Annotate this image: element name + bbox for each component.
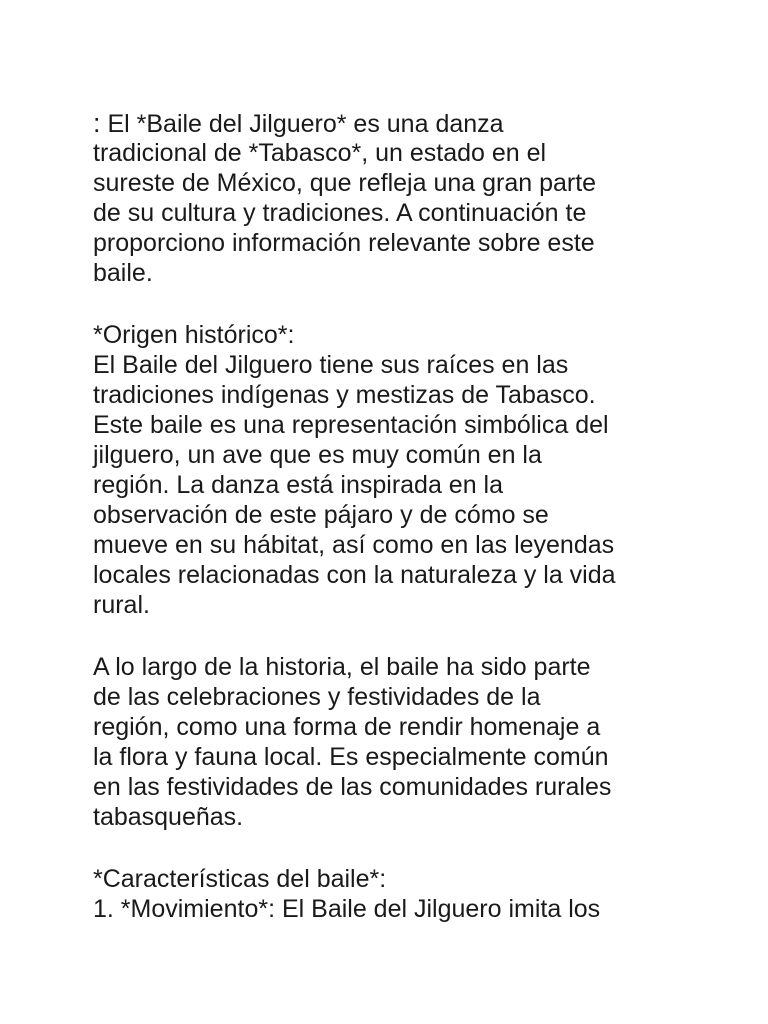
document-body <box>93 108 693 924</box>
origin-line: rural. <box>93 591 150 619</box>
features-line: 1. *Movimiento*: El Baile del Jilguero imita los <box>93 895 601 923</box>
intro-line-1 <box>93 108 693 138</box>
intro-line: baile. <box>93 259 153 287</box>
origin-line: Este baile es una representación simbólica del <box>93 411 609 439</box>
history-line: en las festividades de las comunidades rurales <box>93 773 612 801</box>
features-heading: *Características del baile*: <box>93 865 387 893</box>
paragraph-spacer <box>93 832 693 864</box>
history-line: la flora y fauna local. Es especialmente común <box>93 743 609 771</box>
paragraph-spacer <box>93 620 693 652</box>
origin-line: observación de este pájaro y de cómo se <box>93 501 549 529</box>
paragraph-spacer <box>93 288 693 320</box>
history-line: región, como una forma de rendir homenaje a <box>93 713 601 741</box>
origin-line: mueve en su hábitat, así como en las leyendas <box>93 531 615 559</box>
history-line: de las celebraciones y festividades de la <box>93 683 541 711</box>
origin-line: jilguero, un ave que es muy común en la <box>93 441 542 469</box>
intro-line-text: El *Baile del Jilguero* es una danza <box>100 110 504 138</box>
intro-line: proporciono información relevante sobre este <box>93 229 595 257</box>
origin-line: región. La danza está inspirada en la <box>93 471 504 499</box>
intro-line: de su cultura y tradiciones. A continuación te <box>93 199 587 227</box>
intro-line: tradicional de *Tabasco*, un estado en el <box>93 139 547 167</box>
origin-line: tradiciones indígenas y mestizas de Tabasco. <box>93 381 596 409</box>
origin-line: El Baile del Jilguero tiene sus raíces en las <box>93 351 569 379</box>
history-line: A lo largo de la historia, el baile ha sido parte <box>93 653 591 681</box>
origin-line: locales relacionadas con la naturaleza y la vida <box>93 561 616 589</box>
intro-lead-colon: : <box>93 108 101 138</box>
history-line: tabasqueñas. <box>93 803 244 831</box>
origin-heading: *Origen histórico*: <box>93 321 295 349</box>
intro-line: sureste de México, que refleja una gran parte <box>93 169 597 197</box>
